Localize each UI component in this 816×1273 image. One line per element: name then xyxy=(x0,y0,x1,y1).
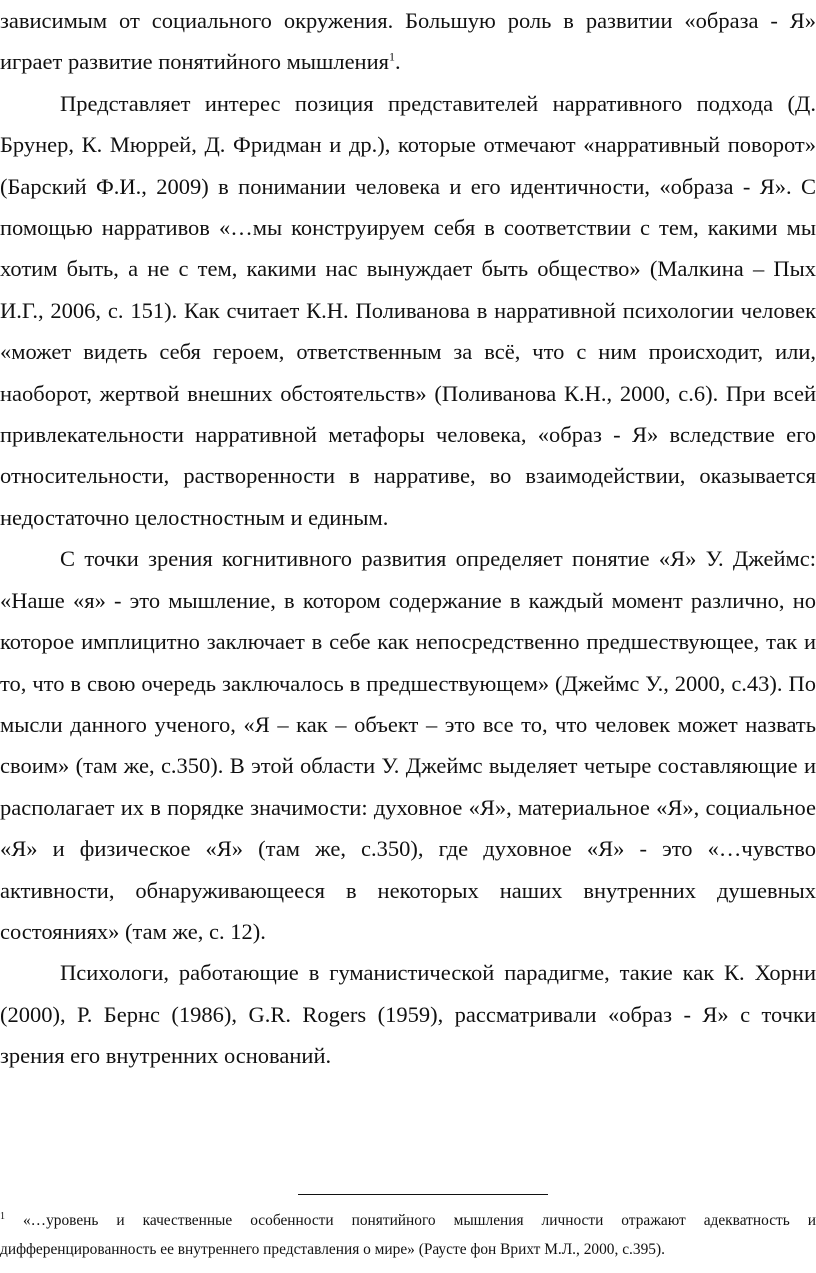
footnote-marker: 1 xyxy=(0,1210,5,1222)
footnote-reference[interactable]: 1 xyxy=(388,49,395,64)
paragraph-text-end: . xyxy=(394,49,401,75)
paragraph-text: зависимым от социального окружения. Большую роль в развитии «образа - Я» играет развитие понятийного мышления xyxy=(0,8,816,75)
paragraph-humanistic-paradigm: Психологи, работающие в гуманистической парадигме, такие как К. Хорни (2000), Р. Бернс (1986), G.R. Rogers (1959), рассматривали «образ - Я» с точки зрения его внутренних оснований. xyxy=(0,960,816,1069)
paragraph-cognitive-development: С точки зрения когнитивного развития определяет понятие «Я» У. Джеймс: «Наше «я» - это мышление, в котором содержание в каждый момент различно, но которое имплицитно заключает в себе как непосредственно предшествующее, так и то, что в свою очередь заключалось в предшествующем» (Джеймс У., 2000, с.43). По мысли данного ученого, «Я – как – объект – это все то, что человек может назвать своим» (там же, с.350). В этой области У. Джеймс выделяет четыре составляющие и располагает их в порядке значимости: духовное «Я», материальное «Я», социальное «Я» и физическое «Я» (там же, с.350), где духовное «Я» - это «…чувство активности, обнаруживающееся в некоторых наших внутренних душевных состояниях» (там же, с. 12). xyxy=(0,546,816,944)
footnote xyxy=(0,1206,816,1264)
paragraph-narrative-approach: Представляет интерес позиция представителей нарративного подхода (Д. Брунер, К. Мюррей, Д. Фридман и др.), которые отмечают «нарративный поворот» (Барский Ф.И., 2009) в понимании человека и его идентичности, «образа - Я». С помощью нарративов «…мы конструируем себя в соответствии с тем, какими мы хотим быть, а не с тем, какими нас вынуждает быть общество» (Малкина – Пых И.Г., 2006, с. 151). Как считает К.Н. Поливанова в нарративной психологии человек «может видеть себя героем, ответственным за всё, что с ним происходит, или, наоборот, жертвой внешних обстоятельств» (Поливанова К.Н., 2000, с.6). При всей привлекательности нарративной метафоры человека, «образ - Я» вследствие его относительности, растворенности в нарративе, во взаимодействии, оказывается недостаточно целостностным и единым. xyxy=(0,90,816,530)
footnote-separator xyxy=(298,1194,548,1195)
paragraph-continuation xyxy=(0,0,816,83)
footnote-text: «…уровень и качественные особенности понятийного мышления личности отражают адекватность и дифференцированность ее внутреннего представления о мире» (Раусте фон Врихт М.Л., 2000, с.395). xyxy=(0,1212,816,1258)
